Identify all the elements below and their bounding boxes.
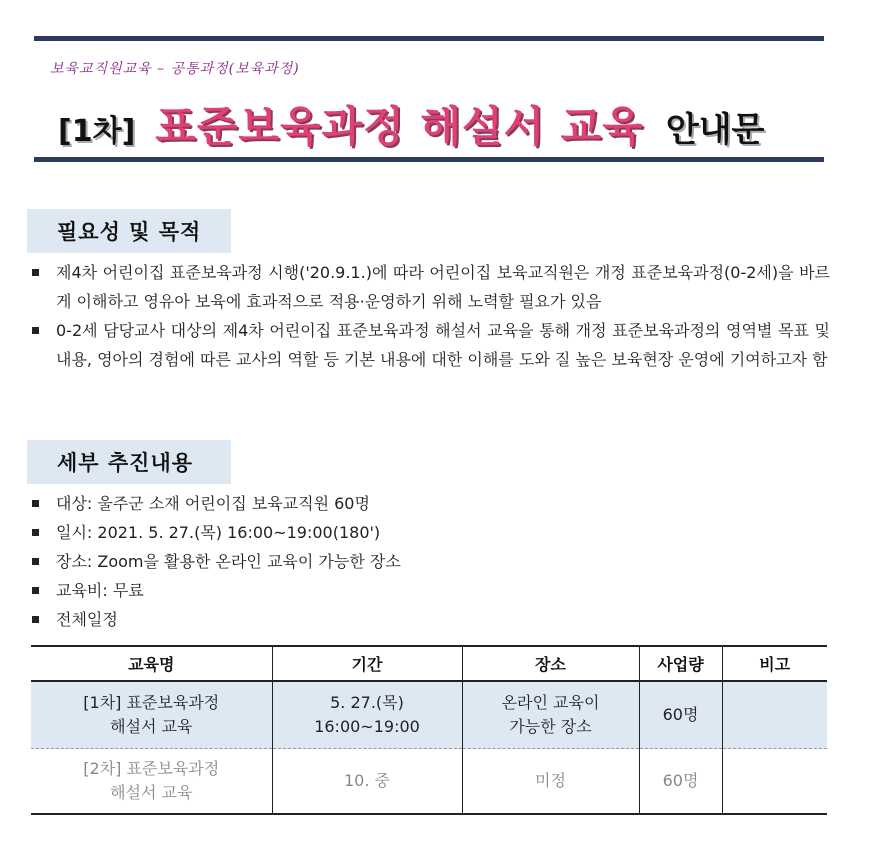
column-header: 비고 xyxy=(722,646,827,681)
square-bullet-icon xyxy=(32,500,39,507)
list-item: 0-2세 담당교사 대상의 제4차 어린이집 표준보육과정 해설서 교육을 통해 개정 표준보육과정의 영역별 목표 및 내용, 영아의 경험에 따른 교사의 역할 등 기본 내용에 대한 이해를 도와 질 높은 보육현장 운영에 기여하고자 함 xyxy=(30,316,830,374)
course-name-cell: [1차] 표준보육과정 해설서 교육 xyxy=(31,681,272,749)
bottom-rule xyxy=(34,157,824,162)
list-item: 장소: Zoom을 활용한 온라인 교육이 가능한 장소 xyxy=(30,547,830,576)
column-header: 장소 xyxy=(462,646,639,681)
note-cell xyxy=(722,681,827,749)
top-rule xyxy=(34,36,824,41)
title-prefix: [1차] xyxy=(58,114,136,149)
table-row xyxy=(31,681,827,749)
course-category: 보육교직원교육 – 공통과정(보육과정) xyxy=(50,61,300,77)
section-heading-details: 세부 추진내용 xyxy=(27,440,231,484)
amount-cell: 60명 xyxy=(639,681,722,749)
period-cell: 10. 중 xyxy=(272,749,462,815)
section-heading-purpose: 필요성 및 목적 xyxy=(27,209,231,253)
place-cell: 온라인 교육이 가능한 장소 xyxy=(462,681,639,749)
square-bullet-icon xyxy=(32,269,39,276)
list-item: 대상: 울주군 소재 어린이집 보육교직원 60명 xyxy=(30,489,830,518)
square-bullet-icon xyxy=(32,616,39,623)
table-header-row xyxy=(31,646,827,681)
place-cell: 미정 xyxy=(462,749,639,815)
schedule-table xyxy=(31,645,827,815)
title-main: 표준보육과정 해설서 교육 xyxy=(155,102,644,151)
note-cell xyxy=(722,749,827,815)
list-item: 교육비: 무료 xyxy=(30,576,830,605)
square-bullet-icon xyxy=(32,558,39,565)
list-item: 일시: 2021. 5. 27.(목) 16:00~19:00(180') xyxy=(30,518,830,547)
column-header: 기간 xyxy=(272,646,462,681)
course-name-cell: [2차] 표준보육과정 해설서 교육 xyxy=(31,749,272,815)
list-item: 제4차 어린이집 표준보육과정 시행('20.9.1.)에 따라 어린이집 보육교직원은 개정 표준보육과정(0-2세)을 바르게 이해하고 영유아 보육에 효과적으로 적용·운영하기 위해 노력할 필요가 있음 xyxy=(30,258,830,316)
column-header: 교육명 xyxy=(31,646,272,681)
title-suffix: 안내문 xyxy=(665,110,765,150)
document-title xyxy=(58,94,765,151)
square-bullet-icon xyxy=(32,327,39,334)
details-list xyxy=(30,489,830,634)
amount-cell: 60명 xyxy=(639,749,722,815)
column-header: 사업량 xyxy=(639,646,722,681)
list-item: 전체일정 xyxy=(30,605,830,634)
table-row xyxy=(31,749,827,815)
period-cell: 5. 27.(목) 16:00~19:00 xyxy=(272,681,462,749)
square-bullet-icon xyxy=(32,587,39,594)
purpose-list xyxy=(30,258,830,374)
square-bullet-icon xyxy=(32,529,39,536)
